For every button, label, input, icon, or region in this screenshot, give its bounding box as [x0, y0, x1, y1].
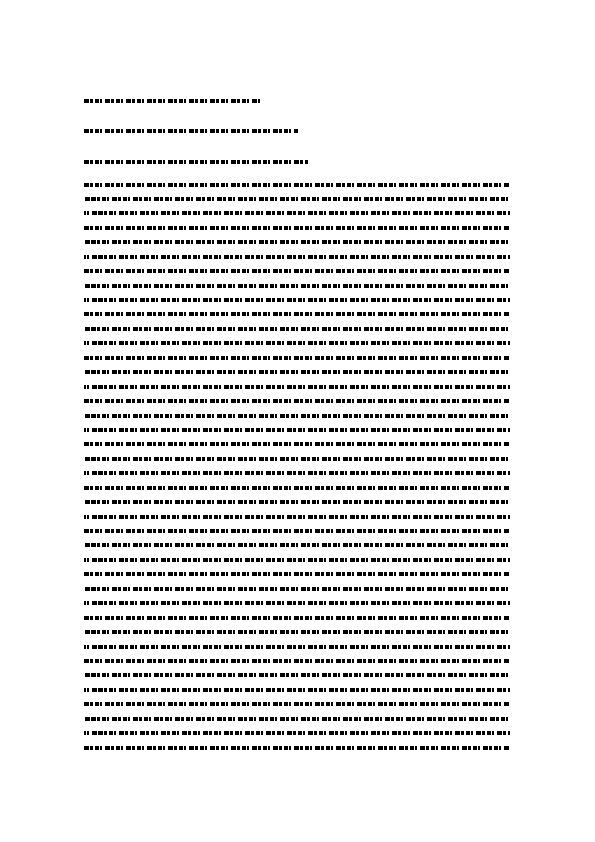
paragraph-line: [84, 250, 510, 264]
paragraph-line: [84, 597, 510, 611]
paragraph-line: [84, 279, 510, 293]
paragraph-line: [84, 221, 510, 235]
section-heading: [84, 157, 308, 167]
paragraph-line: [84, 741, 510, 755]
paragraph-line: [84, 626, 510, 640]
document-title: [84, 96, 260, 106]
paragraph-line: [84, 669, 510, 683]
paragraph-line: [84, 308, 510, 322]
paragraph-line: [84, 568, 510, 582]
paragraph-line: [84, 611, 510, 625]
paragraph-line: [84, 409, 510, 423]
paragraph-line: [84, 640, 510, 654]
paragraph-line: [84, 582, 510, 596]
paragraph-line: [84, 525, 510, 539]
paragraph-line: [84, 683, 510, 697]
paragraph-line: [84, 698, 510, 712]
paragraph-line: [84, 178, 510, 192]
paragraph-line: [84, 265, 510, 279]
paragraph-line: [84, 712, 510, 726]
paragraph-line: [84, 654, 510, 668]
paragraph-line: [84, 395, 510, 409]
paragraph-line: [84, 294, 510, 308]
paragraph-line: [84, 438, 510, 452]
paragraph-line: [84, 380, 510, 394]
paragraph-line: [84, 539, 510, 553]
paragraph-line: [84, 322, 510, 336]
paragraph-line: [84, 553, 510, 567]
paragraph-line: [84, 337, 510, 351]
body-paragraph: [84, 178, 510, 758]
paragraph-line: [84, 727, 510, 741]
document-subtitle: [84, 126, 298, 136]
paragraph-line: [84, 496, 510, 510]
paragraph-line: [84, 481, 510, 495]
paragraph-line: [84, 467, 510, 481]
paragraph-line: [84, 452, 510, 466]
paragraph-line: [84, 366, 510, 380]
paragraph-line: [84, 510, 510, 524]
paragraph-line: [84, 351, 510, 365]
paragraph-line: [84, 423, 510, 437]
paragraph-line: [84, 207, 510, 221]
paragraph-line: [84, 192, 510, 206]
paragraph-line: [84, 236, 510, 250]
